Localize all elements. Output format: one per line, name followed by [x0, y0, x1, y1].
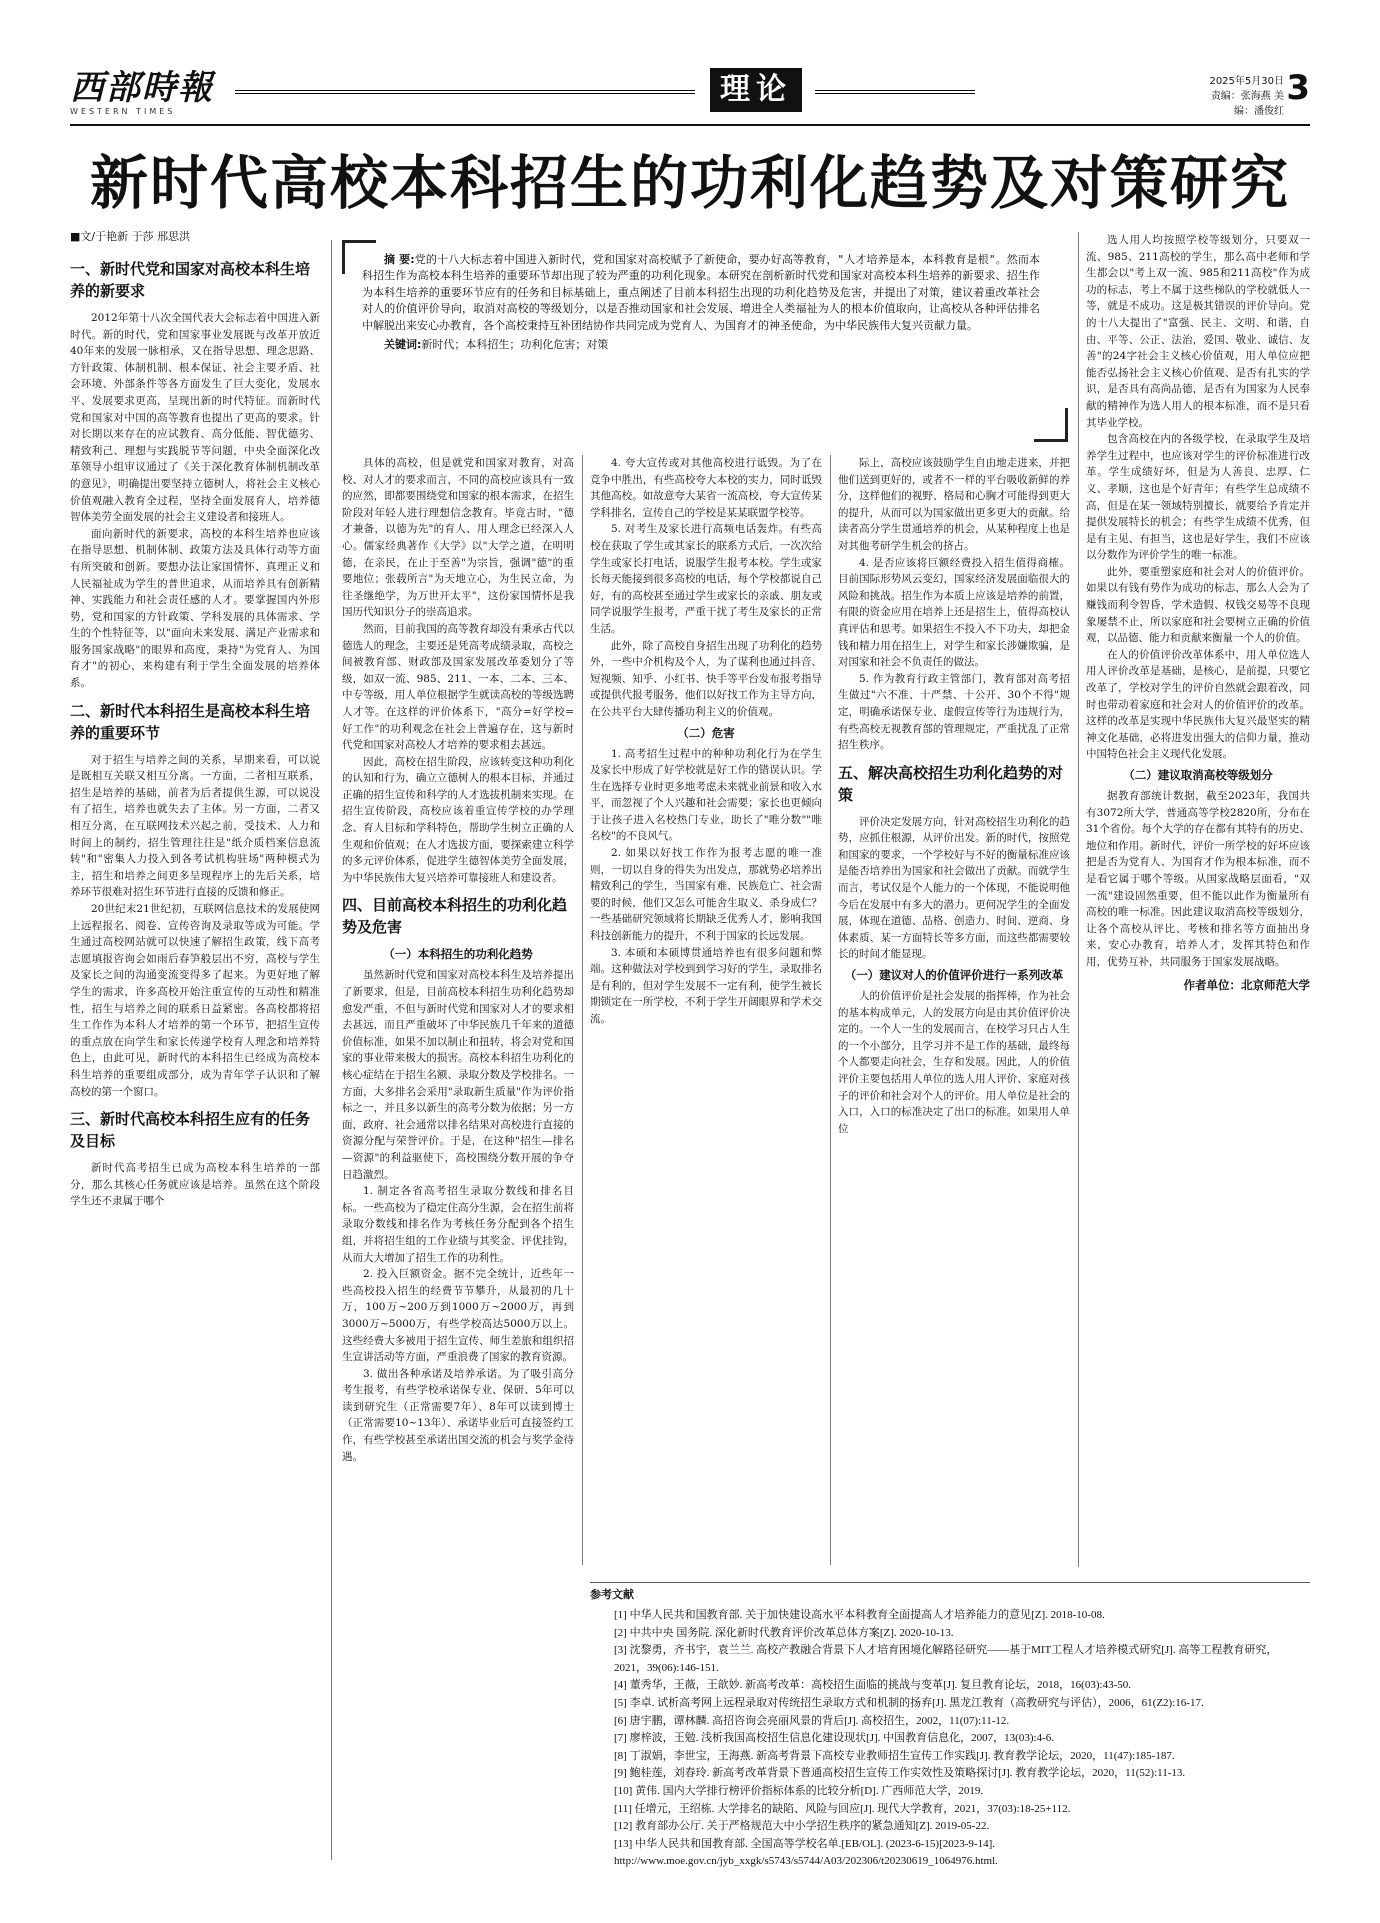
reference-item: [7] 廖梓波，王勉. 浅析我国高校招生信息化建设现状[J]. 中国教育信息化，2007，13(03):4-6. [614, 1732, 1054, 1745]
paragraph: 然而，目前我国的高等教育却没有秉承古代以德选人的理念，主要还是凭高考成绩录取，高校之间被教育部、财政部及国家发展改革委划分了等级，如双一流、985、211、一本、二本、三本、中专等级，用人单位根据学生就读高校的等级选聘人才等。在这样的评价体系下，"高分=好学校=好工作"的功利观念在社会上普遍存在，这与新时代党和国家对高校人才培养的要求相去甚远。 [342, 622, 574, 752]
paragraph: 2. 投入巨额资金。据不完全统计，近些年一些高校投入招生的经费节节攀升，从最初的几十万，100万~200万到1000万~2000万，再到3000万~5000万，有些学校高达5000万以上。这些经费大多被用于招生宣传、师生差旅和组织招生宣讲活动等方面，严重浪费了国家的教育资源。 [342, 1268, 574, 1364]
paragraph: 据教育部统计数据，截至2023年，我国共有3072所大学，普通高等学校2820所，分布在31个省份。每个大学的存在都有其特有的历史、地位和作用。新时代，评价一所学校的好坏应该把是否为党育人、为国育才作为根本标准，而不是看它属于哪个等级。从国家战略层面看，"双一流"建设固然重要，但不能以此作为衡量所有高校的唯一标准。因此建议取消高校等级划分，让各个高校从评比、考核和排名等方面抽出身来，安心办教育，培养人才，发挥其特色和作用，优势互补，共同服务于国家发展战略。 [1086, 790, 1310, 968]
reference-item: [2] 中共中央 国务院. 深化新时代教育评价改革总体方案[Z]. 2020-10-13. [614, 1626, 954, 1639]
masthead-rule-right [815, 90, 975, 94]
column-2 [342, 455, 574, 1465]
paragraph: 人的价值评价是社会发展的指挥棒，作为社会的基本构成单元，人的发展方向是由其价值评价决定的。一个人一生的发展而言，在校学习只占人生的一个小部分，且学习并不是工作的基础，最终每个人都要走向社会，生存和发展。因此，人的价值评价主要包括用人单位的选人用人评价、家庭对孩子的评价和社会对个人的评价。用人单位是社会的入口，入口的标准决定了出口的标准。如果用人单位 [838, 990, 1070, 1135]
reference-item: [9] 鲍桂莲，刘春玲. 新高考改革背景下普通高校招生宣传工作实效性及策略探讨[J]. 教育教学论坛，2020，11(52):11-13. [614, 1767, 1186, 1780]
reference-item: [6] 唐宇鹏，谭林麟. 高招咨询会亮丽风景的背后[J]. 高校招生，2002，11(07):11-12. [614, 1714, 1010, 1727]
section-2-title: 二、新时代本科招生是高校本科生培养的重要环节 [70, 701, 311, 742]
masthead-rule-left [235, 90, 695, 94]
reference-item: [1] 中华人民共和国教育部. 关于加快建设高水平本科教育全面提高人才培养能力的意见[Z]. 2018-10-08. [614, 1609, 1105, 1621]
paragraph: 包含高校在内的各级学校，在录取学生及培养学生过程中，也应该对学生的评价标准进行改革。学生成绩好坏，但是为人善良、忠厚、仁义、孝顺，这也是个好青年；有些学生总成绩不高，但是在某一领域特别擅长，就要给予肯定并提供发展特长的机会；有些学生成绩不优秀，但是有主见、有担当，这也是好学生，我们不应该以分数作为评价学生的唯一标准。 [1086, 433, 1310, 562]
paragraph: 对于招生与培养之间的关系，早期来看，可以说是既相互关联又相互分离。一方面，二者相互联系，招生是培养的基础，前者为后者提供生源，可以说没有了招生，培养也就失去了主体。另一方面，二者又相互分离，在互联网技术兴起之前，受技术、人力和时间上的制约，招生管理往往是"纸介质档案信息流转"和"密集人力投入到各考试机构驻场"两种模式为主，招生和培养之间更多呈现程序上的先后关系，培养环节很难对招生环节进行直接的反馈和修正。 [70, 753, 320, 899]
reference-item: [13] 中华人民共和国教育部. 全国高等学校名单.[EB/OL]. (2023-6-15)[2023-9-14]. http://www.moe.gov.cn/jyb_xxgk/s5743/s5744/A03/202306/t20230619_1064976.html. [614, 1837, 998, 1868]
page-number: 3 [1286, 68, 1310, 108]
paragraph: 5. 作为教育行政主管部门，教育部对高考招生做过"六不准、十严禁、十公开、30个不得"规定，明确承诺保专业、虚假宣传等行为违规行为，有些高校无视教育部的管理规定，严重扰乱了正常招生秩序。 [838, 672, 1070, 752]
author-unit: 作者单位：北京师范大学 [1183, 977, 1310, 992]
paragraph: 1. 制定各省高考招生录取分数线和排名目标。一些高校为了稳定住高分生源，会在招生前将录取分数线和排名作为考核任务分配到各个招生组，并将招生组的工作业绩与其奖金、评优挂钩，从而大大增加了招生工作的功利性。 [342, 1185, 574, 1264]
references [590, 1582, 1310, 1871]
reference-item: [5] 李卓. 试析高考网上远程录取对传统招生录取方式和机制的扬弃[J]. 黑龙江教育（高教研究与评估），2006，61(Z2):16-17. [614, 1696, 1204, 1709]
masthead-divider [70, 124, 1310, 126]
column-divider [830, 455, 831, 1565]
masthead [70, 64, 1310, 120]
section-3-title: 三、新时代高校本科招生应有的任务及目标 [70, 1110, 311, 1151]
paragraph: 20世纪末21世纪初，互联网信息技术的发展使网上远程报名、阅卷、宣传咨询及录取等成为可能。学生通过高校网站就可以快速了解招生政策，线下高考志愿填报咨询会如雨后春笋般层出不穷，高校与学生及家长之间的沟通变流变得多了起来。为更好地了解学生的需求，许多高校开始注重宣传的互动性和精准性，招生与培养之间的联系日益紧密。各高校都将招生工作作为本科人才培养的第一个环节，把招生宣传的重点放在向学生和家长传递学校育人理念和培养特色上，由此可见，新时代的本科招生已经成为高校本科生培养的重要组成部分，成为青年学子认识和了解高校的第一个窗口。 [70, 903, 320, 1098]
article-byline: ■文/于艳新 于莎 邢思洪 [70, 230, 191, 243]
column-4 [838, 455, 1070, 1137]
reference-item: [4] 董秀华，王薇，王歆妙. 新高考改革：高校招生面临的挑战与变革[J]. 复旦教育论坛，2018，16(03):43-50. [614, 1679, 1131, 1692]
article-headline: 新时代高校本科招生的功利化趋势及对策研究 [89, 149, 1290, 217]
subsection-title: （一）建议对人的价值评价进行一系列改革 [844, 968, 1064, 983]
section-badge: 理论 [710, 68, 802, 112]
paragraph: 5. 对考生及家长进行高频电话轰炸。有些高校在获取了学生或其家长的联系方式后，一次次给学生或家长打电话，说服学生报考本校。学生或家长每天能接到很多高校的电话，每个学校都说自己好，有的高校甚至通过学生或家长的亲戚、朋友或同学说服学生报考，严重干扰了考生及家长的正常生活。 [590, 523, 822, 635]
paragraph: 虽然新时代党和国家对高校本科生及培养提出了新要求，但是，目前高校本科招生功利化趋势却愈发严重，不但与新时代党和国家对人才的要求相去甚远，而且严重破坏了中华民族几千年来的道德价值标准，如果不加以制止和扭转，将会对党和国家的事业带来极大的损害。高校本科招生功利化的核心症结在于招生名额、录取分数及学校排名。一方面，大多排名会采用"录取新生质量"作为评价指标之一，并且多以新生的高考分数为依据；另一方面，政府、社会通常以排名结果对高校进行直接的资源分配与荣誉评价。于是，在这种"招生—排名—资源"的利益驱使下，高校围绕分数开展的争夺日趋激烈。 [342, 969, 574, 1181]
paragraph: 1. 高考招生过程中的种种功利化行为在学生及家长中形成了好学校就是好工作的错误认识。学生在选择专业时更多地考虑未来就业前景和收入水平，而忽视了个人兴趣和社会需要；家长也更倾向于让孩子进入名校热门专业，助长了"唯分数""唯名校"的不良风气。 [590, 747, 822, 843]
paragraph: 评价决定发展方向，针对高校招生功利化的趋势，应抓住根源，从评价出发。新的时代，按照党和国家的要求，一个学校好与不好的衡量标准应该是能否培养出为国家和社会做出了贡献。而就学生而言，考试仅是个人能力的一个体现，不能说明他今后在发展中有多大的潜力。更何况学生的全面发展，体现在道德、品格、创造力、时间、逆商、身体素质、某一方面特长等多方面，而这些都需要较长的时间才能显现。 [838, 815, 1070, 961]
paragraph: 2. 如果以好找工作作为报考志愿的唯一准则，一切以自身的得失为出发点，那就势必培养出精致利己的学生，当国家有难、民族危亡、社会需要的时候，他们又怎么可能舍生取义、杀身成仁？一些基础研究领域将长期缺乏优秀人才，影响我国科技创新能力的提升，不利于国家的长远发展。 [590, 847, 822, 943]
column-3 [590, 455, 822, 1028]
section-5-title: 五、解决高校招生功利化趋势的对策 [838, 763, 1064, 804]
paragraph: 3. 本硕和本硕博贯通培养也有很多问题和弊端。这种做法对学校到到学习好的学生，录取排名是有利的，但对学生发展不一定有利，使学生被长期锁定在一所学校，不利于学生开阔眼界和学术交流。 [590, 946, 822, 1025]
paragraph: 4. 夸大宣传或对其他高校进行诋毁。为了在竞争中胜出，有些高校夸大本校的实力，同时诋毁其他高校。如故意夸大某省一流高校，夸大宣传某学科排名，宣传自己的学校是某某联盟学校等。 [590, 457, 822, 519]
column-divider [1078, 232, 1079, 1567]
paragraph: 具体的高校，但是就党和国家对教育，对高校、对人才的要求而言，不同的高校应该具有一致的应然，即都要围绕党和国家的根本需求，在招生阶段对年轻人进行理想信念教育。毕竟古时，"德才兼备，以德为先"的育人、用人理念已经深入人心。儒家经典著作《大学》以"大学之道，在明明德，在亲民，在止于至善"为宗旨，强调"德"的重要地位；张载所言"为天地立心，为生民立命，为往圣继绝学，为万世开太平"，这份家国情怀是我国历代知识分子的崇高追求。 [342, 457, 574, 619]
subsection-title: （一）本科招生的功利化趋势 [383, 947, 533, 962]
paragraph: 4. 是否应该将巨额经费投入招生值得商榷。目前国际形势风云变幻，国家经济发展面临很大的风险和挑战。招生作为本质上应该是培养的前置，有限的资金应用在培养上还是招生上，值得高校认真评估和思考。如果招生不投入不下功夫，却把金钱和精力用在招生上，对学生和家长涉嫌欺骗，是对国家和社会不负责任的做法。 [838, 556, 1070, 669]
keywords [362, 336, 1040, 354]
masthead-info [1192, 74, 1284, 119]
reference-item: [3] 沈黎勇，齐书宇，袁兰兰. 高校产教融合背景下人才培育困境化解路径研究——基于MIT工程人才培养模式研究[J]. 高等工程教育研究，2021，39(06):146-151. [614, 1644, 1278, 1674]
section-1-title: 一、新时代党和国家对高校本科生培养的新要求 [70, 260, 311, 300]
reference-item: [8] 丁淑娟，李世宝，王海燕. 新高考背景下高校专业教师招生宣传工作实践[J]. 教育教学论坛，2020，11(47):185-187. [614, 1749, 1175, 1762]
paragraph: 在人的价值评价改革体系中，用人单位选人用人评价改革是基础，是核心，是前提，只要它改革了，学校对学生的评价自然就会跟着改，同时也带动着家庭和社会对人的价值评价的改革。这样的改革是实现中华民族伟大复兴最坚实的精神文化基础，必将进发出强大的信仰力量，推动中国特色社会主义现代化发展。 [1086, 648, 1310, 761]
editor-credits: 责编：张海燕 美编：潘俊红 [1210, 91, 1284, 117]
issue-date: 2025年5月30日 [1209, 76, 1284, 87]
newspaper-logo [70, 70, 220, 116]
abstract-body: 党的十八大标志着中国进入新时代，党和国家对高校赋予了新使命，要办好高等教育，"人才培养是本，本科教育是根"。然而本科招生作为高校本科生培养的重要环节却出现了较为严重的功利化现象。本研究在剖析新时代党和国家对高校本科生培养的新要求、招生作为本科生培养的重要环节应有的任务和目标基础上，重点阐述了目前本科招生出现的功利化趋势及危害，并提出了对策，建议着重改革社会对人的价值评价导向，取消对高校的等级划分，以是否推动国家和社会发展、增进全人类福祉为人的根本价值取向，让高校从各种评估排名中解脱出来安心办教育，各个高校秉持互补团结协作共同完成为党育人、为国育才的神圣使命，为中华民族伟大复兴贡献力量。 [362, 253, 1040, 332]
abstract-box [342, 232, 1068, 442]
column-divider [582, 455, 583, 1565]
paragraph: 新时代高考招生已成为高校本科生培养的一部分，那么其核心任务就应该是培养。虽然在这个阶段学生还不隶属于哪个 [70, 1162, 320, 1208]
column-1 [70, 250, 320, 1210]
abstract-corner-bottom-right [1034, 408, 1068, 442]
keywords-body: 新时代；本科招生；功利化危害；对策 [421, 338, 609, 352]
paragraph: 际上，高校应该鼓励学生自由地走进来，并把他们送到更好的，或者不一样的平台吸收新鲜的养分，这样他们的视野、格局和心胸才可能得到更大的提升，从而可以为国家做出更多更大的贡献。给读者高分学生贯通培养的机会，从某种程度上也是对其他考研学生机会的挤占。 [838, 457, 1070, 552]
reference-item: [10] 黄伟. 国内大学排行榜评价指标体系的比较分析[D]. 广西师范大学，2019. [614, 1784, 984, 1797]
keywords-label: 关键词: [384, 338, 422, 352]
column-5 [1086, 232, 1310, 993]
paragraph: 此外，除了高校自身招生出现了功利化的趋势外，一些中介机构及个人，为了谋利也通过抖音、短视频、知乎、小红书、快手等平台发布报考指导或提供代报考服务，他们以好找工作为主导方向，在公共平台大肆传播功利主义的价值观。 [590, 639, 822, 718]
paragraph: 3. 做出各种承诺及培养承诺。为了吸引高分考生报考，有些学校承诺保专业、保研、5年可以读到研究生（正常需要7年）、8年可以读到博士（正常需要10~13年）、承诺毕业后可直接签约工作，有些学校甚至承诺出国交流的机会与奖学金待遇。 [342, 1367, 574, 1463]
subsection-title: （二）建议取消高校等级划分 [1123, 768, 1273, 782]
reference-item: [12] 教育部办公厅. 关于严格规范大中小学招生秩序的紧急通知[Z]. 2019-05-22. [614, 1820, 990, 1833]
abstract-corner-top-left [342, 240, 376, 274]
logo-subtitle: WESTERN TIMES [70, 107, 176, 116]
references-title: 参考文献 [590, 1582, 1310, 1603]
paragraph: 此外，要重塑家庭和社会对人的价值评价。如果以有钱有势作为成功的标志，那么人会为了赚钱而利令智昏，学术造假、权钱交易等不良现象屡禁不止，所以家庭和社会要树立正确的价值观，以品德、能力和贡献来衡量一个人的价值。 [1086, 565, 1310, 645]
paragraph: 2012年第十八次全国代表大会标志着中国进入新时代。新的时代，党和国家事业发展既与改革开放近40年来的发展一脉相承，又在指导思想、理念思路、方针政策、体制机制、根本保证、社会主要矛盾、社会环境、外部条件等各方面发生了巨大变化，发展水平、发展要求更高，呈现出新的时代特征。而新时代党和国家对中国的高等教育也提出了更高的要求。针对长期以来存在的应试教育、高分低能、智优德劣、精致利己、理想与实践脱节等问题，中央全面深化改革领导小组审议通过了《关于深化教育体制机制改革的意见》，明确提出要坚持立德树人，将社会主义核心价值观融入教育全过程，坚持全面发展育人，培养德智体美劳全面发展的社会主义建设者和接班人。 [70, 312, 320, 524]
abstract-label: 摘 要: [384, 253, 415, 266]
column-divider [331, 240, 332, 1860]
abstract [362, 252, 1040, 334]
paragraph: 面向新时代的新要求，高校的本科生培养也应该在指导思想、机制体制、政策方法及具体行动等方面有所突破和创新。要想办法让家国情怀、真理正义和人民福祉成为学生的普世追求，从而培养具有创新精神、实践能力和社会责任感的人才。要掌握国内外形势，党和国家的方针政策、学科发展的具体需求、学生的个性特征等，以"面向未来发展、满足产业需求和服务国家战略"的眼界和高度，秉持"为党育人、为国育才"的初心，来构建有利于学生全面发展的培养体系。 [70, 527, 320, 690]
reference-item: [11] 任增元，王绍栋. 大学排名的缺陷、风险与回应[J]. 现代大学教育，2021，37(03):18-25+112. [614, 1802, 1071, 1815]
subsection-title: （二）危害 [677, 725, 735, 740]
paragraph: 因此，高校在招生阶段，应该转变这种功利化的认知和行为，确立立德树人的根本目标，并通过正确的招生宣传和科学的人才选拔机制来实现。在招生宣传阶段，高校应该着重宣传学校的办学理念、育人目标和学科特色，帮助学生树立正确的人生观和价值观；在人才选拔方面，要探索建立科学的多元评价体系，促进学生德智体美劳全面发展，为中华民族伟大复兴培养可靠接班人和建设者。 [342, 755, 574, 884]
logo-text: 西部時報 [70, 68, 214, 108]
paragraph: 选人用人均按照学校等级划分，只要双一流、985、211高校的学生，那么高中老师和学生都会以"考上双一流、985和211高校"作为成功的标志，考上不属于这些梯队的学校就低人一等，就是不成功。这是极其错误的评价导向。党的十八大提出了"富强、民主、文明、和谐，自由、平等、公正、法治，爱国、敬业、诚信、友善"的24字社会主义核心价值观，用人单位应把能否弘扬社会主义核心价值观、是否有扎实的学识，是否具有高尚品德，是否有为国家为人民奉献的精神作为选人用人的根本标准，而不是只看其毕业学校。 [1086, 234, 1310, 429]
section-4-title: 四、目前高校本科招生的功利化趋势及危害 [342, 896, 568, 937]
